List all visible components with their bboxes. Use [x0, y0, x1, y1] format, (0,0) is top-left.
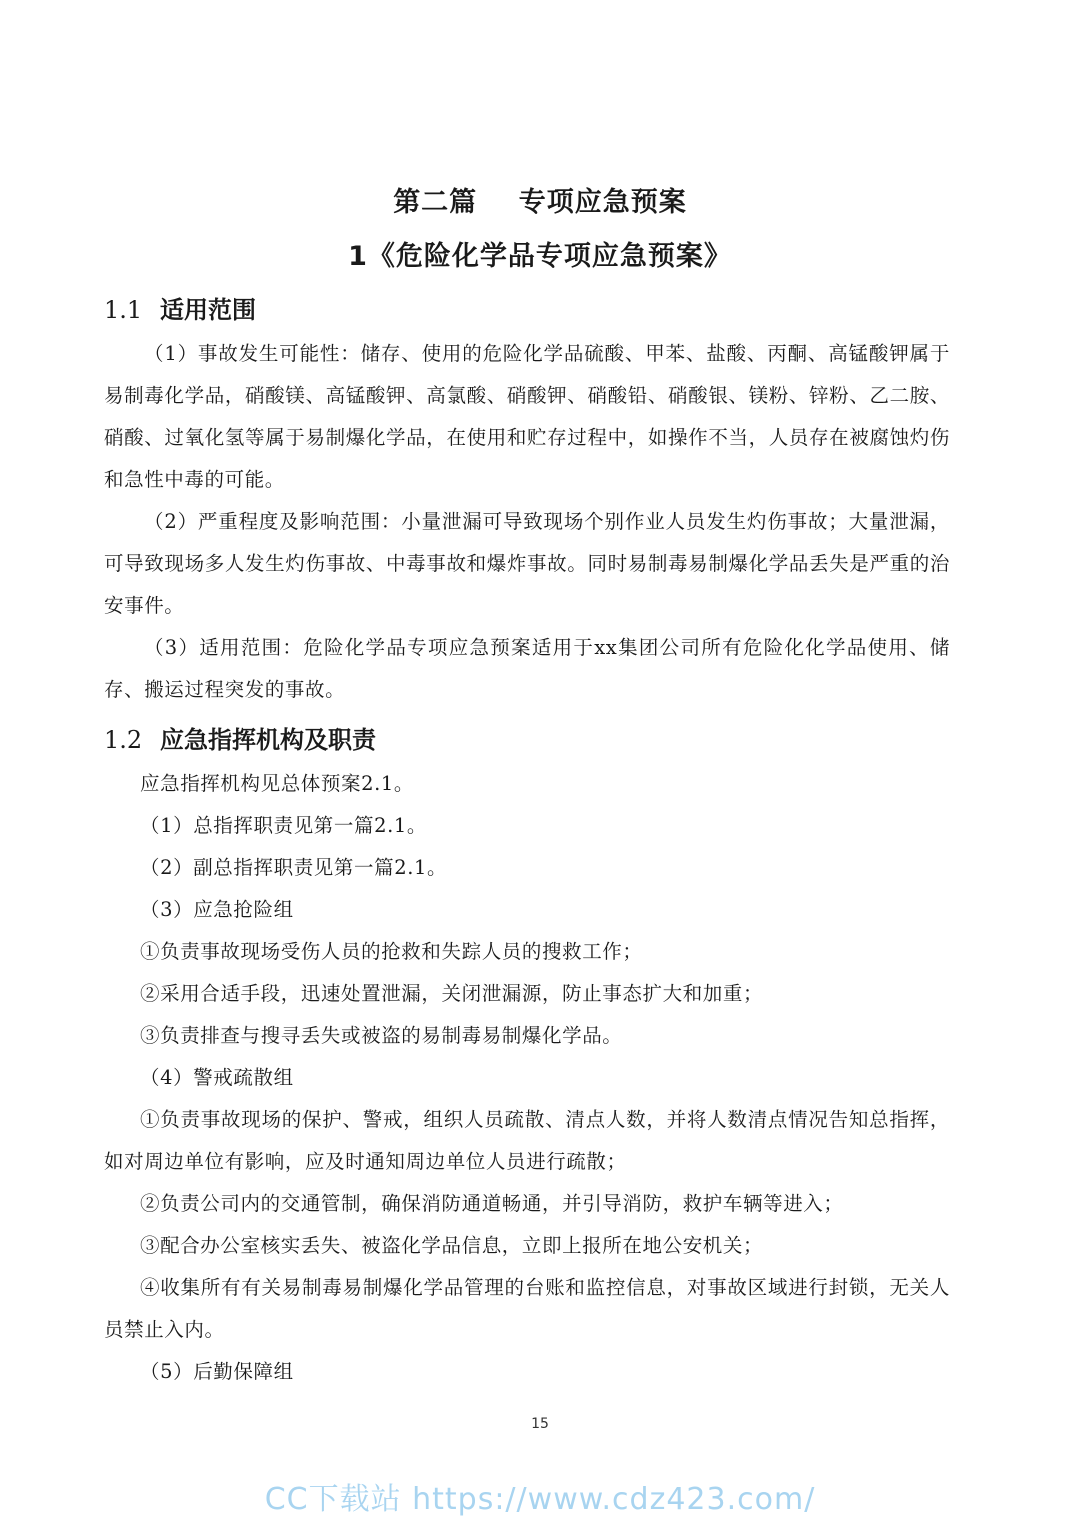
paragraph-applicable-scope: （3）适用范围：危险化学品专项应急预案适用于xx集团公司所有危险化化学品使用、储存、搬运过程突发的事故。 [104, 636, 950, 701]
plan-title: 1《危险化学品专项应急预案》 [348, 241, 732, 272]
text-line: （4）警戒疏散组 [140, 1066, 294, 1089]
text-line: （3）应急抢险组 [140, 898, 294, 921]
text-paragraph: ①负责事故现场的保护、警戒，组织人员疏散、清点人数，并将人数清点情况告知总指挥，如对周边单位有影响，应及时通知周边单位人员进行疏散； [104, 1108, 950, 1173]
section-title: 适用范围 [160, 296, 256, 324]
section-title: 应急指挥机构及职责 [160, 726, 376, 754]
watermark: CC下载站 https://www.cdz423.com/ [264, 1482, 816, 1517]
text-line: ①负责事故现场受伤人员的抢救和失踪人员的搜救工作； [140, 940, 643, 963]
text-line: 应急指挥机构见总体预案2.1。 [140, 772, 415, 795]
section-heading-1-2 [104, 720, 376, 755]
text-line: ③负责排查与搜寻丢失或被盗的易制毒易制爆化学品。 [140, 1024, 623, 1047]
section-number: 1.1 [104, 296, 143, 324]
text-line: （5）后勤保障组 [140, 1360, 294, 1383]
text-paragraph: ④收集所有有关易制毒易制爆化学品管理的台账和监控信息，对事故区域进行封锁，无关人员禁止入内。 [104, 1276, 950, 1341]
paragraph-occurrence-possibility: （1）事故发生可能性：储存、使用的危险化学品硫酸、甲苯、盐酸、丙酮、高锰酸钾属于易制毒化学品，硝酸镁、高锰酸钾、高氯酸、硝酸钾、硝酸铅、硝酸银、镁粉、锌粉、乙二胺、硝酸、过氧化氢等属于易制爆化学品，在使用和贮存过程中，如操作不当，人员存在被腐蚀灼伤和急性中毒的可能。 [104, 342, 950, 491]
text-line: （1）总指挥职责见第一篇2.1。 [140, 814, 428, 837]
page-number: 15 [531, 1416, 549, 1432]
section-heading-1-1 [104, 290, 256, 325]
text-line: （2）副总指挥职责见第一篇2.1。 [140, 856, 448, 879]
paragraph-severity-scope: （2）严重程度及影响范围：小量泄漏可导致现场个别作业人员发生灼伤事故；大量泄漏，可导致现场多人发生灼伤事故、中毒事故和爆炸事故。同时易制毒易制爆化学品丢失是严重的治安事件。 [104, 510, 950, 617]
section-number: 1.2 [104, 726, 143, 754]
text-line: ②采用合适手段，迅速处置泄漏，关闭泄漏源，防止事态扩大和加重； [140, 982, 764, 1005]
part-title: 第二篇 专项应急预案 [393, 187, 687, 218]
text-line: ②负责公司内的交通管制，确保消防通道畅通，并引导消防，救护车辆等进入； [140, 1192, 844, 1215]
text-line: ③配合办公室核实丢失、被盗化学品信息，立即上报所在地公安机关； [140, 1234, 764, 1257]
